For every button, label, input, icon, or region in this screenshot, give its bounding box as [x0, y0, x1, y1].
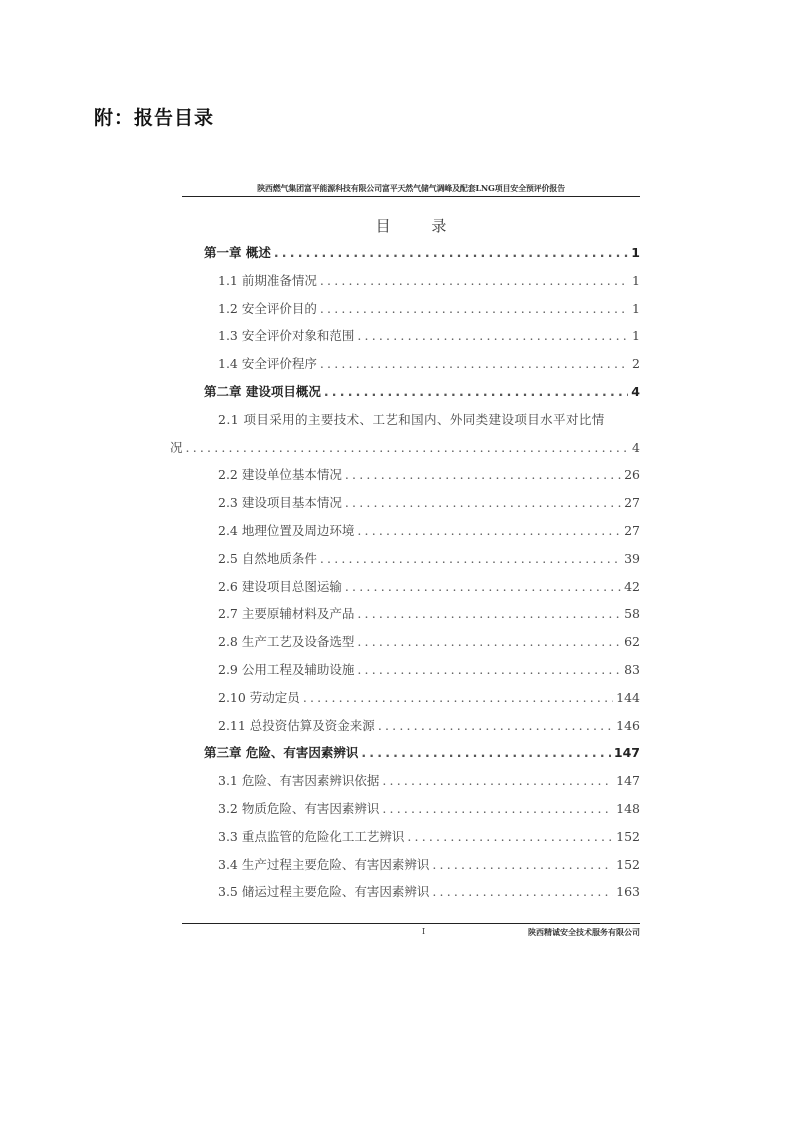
dot-leader [432, 884, 613, 899]
toc-page-number: 58 [624, 606, 640, 622]
toc-entry-label: 2.11 总投资估算及资金来源 [218, 717, 375, 733]
dot-leader [324, 384, 628, 399]
toc-entry[interactable] [218, 493, 640, 513]
toc-entry[interactable] [218, 326, 640, 346]
dot-leader [357, 606, 621, 621]
header-divider [182, 196, 640, 197]
toc-entry[interactable] [218, 549, 640, 569]
dot-leader [407, 829, 613, 844]
toc-entry-label: 第二章 建设项目概况 [204, 384, 321, 399]
footer-company: 陕西精诚安全技术服务有限公司 [528, 927, 640, 937]
dot-leader [357, 634, 621, 649]
dot-leader [382, 773, 613, 788]
toc-page-number: 163 [616, 884, 640, 900]
toc-entry-label: 3.3 重点监管的危险化工工艺辨识 [218, 828, 405, 844]
toc-entry-label: 3.4 生产过程主要危险、有害因素辨识 [218, 856, 430, 872]
dot-leader [361, 745, 611, 760]
toc-entry-label: 2.10 劳动定员 [218, 689, 300, 705]
toc-chapter-entry[interactable] [204, 743, 640, 763]
toc-entry[interactable] [218, 577, 640, 597]
dot-leader [345, 467, 621, 482]
dot-leader [320, 356, 629, 371]
toc-entry[interactable] [218, 632, 640, 652]
toc-entry-label[interactable]: 2.1 项目采用的主要技术、工艺和国内、外同类建设项目水平对比情 [218, 411, 605, 427]
toc-page-number: 147 [613, 745, 640, 761]
toc-page-number: 147 [616, 773, 640, 789]
toc-entry-label: 2.8 生产工艺及设备选型 [218, 634, 355, 650]
toc-entry-label: 2.2 建设单位基本情况 [218, 467, 342, 483]
toc-page-number: 146 [616, 717, 640, 733]
toc-entry[interactable] [218, 299, 640, 319]
toc-page-number: 4 [632, 439, 640, 455]
toc-entry[interactable] [218, 855, 640, 875]
footer-page-number: I [422, 927, 426, 936]
toc-entry-label: 1.1 前期准备情况 [218, 272, 317, 288]
toc-entry-label: 2.4 地理位置及周边环境 [218, 523, 355, 538]
toc-page-number: 152 [616, 828, 640, 844]
toc-entry-label: 第一章 概述 [204, 245, 271, 260]
toc-entry-label: 2.5 自然地质条件 [218, 550, 317, 566]
toc-entry[interactable] [218, 771, 640, 791]
toc-chapter-entry[interactable] [204, 382, 640, 402]
toc-page-number: 1 [631, 245, 640, 260]
toc-entry-label: 1.2 安全评价目的 [218, 300, 317, 316]
toc-page-number: 62 [624, 634, 640, 650]
running-header: 陕西燃气集团富平能源科技有限公司富平天然气储气调峰及配套LNG项目安全预评价报告 [257, 183, 565, 193]
toc-page-number: 27 [624, 523, 640, 538]
dot-leader [357, 662, 621, 677]
toc-page-number: 144 [616, 689, 640, 705]
toc-entry[interactable] [218, 716, 640, 736]
toc-entry-label: 第三章 危险、有害因素辨识 [204, 745, 359, 761]
dot-leader [345, 579, 621, 594]
toc-entry-label: 1.4 安全评价程序 [218, 356, 317, 372]
dot-leader [320, 273, 629, 288]
toc-entry-label: 3.2 物质危险、有害因素辨识 [218, 801, 380, 816]
dot-leader [345, 495, 621, 510]
toc-page-number: 27 [624, 495, 640, 511]
toc-page-number: 26 [624, 467, 640, 483]
footer-divider [182, 923, 640, 924]
toc-entry[interactable] [218, 827, 640, 847]
toc-chapter-entry[interactable] [204, 243, 640, 263]
toc-entry[interactable] [218, 799, 640, 819]
dot-leader [186, 440, 630, 455]
toc-entry-label: 2.3 建设项目基本情况 [218, 495, 342, 511]
dot-leader [274, 245, 628, 260]
toc-entry[interactable] [218, 271, 640, 291]
dot-leader [303, 690, 613, 705]
toc-page-number: 4 [631, 384, 640, 399]
toc-page-number: 152 [616, 856, 640, 872]
dot-leader [432, 857, 613, 872]
toc-entry[interactable] [218, 688, 640, 708]
appendix-title: 附：报告目录 [94, 107, 215, 129]
toc-entry[interactable] [218, 354, 640, 374]
dot-leader [320, 301, 629, 316]
toc-entry[interactable] [218, 465, 640, 485]
toc-page-number: 1 [632, 272, 640, 288]
toc-entry-label: 2.7 主要原辅材料及产品 [218, 606, 355, 622]
toc-page-number: 83 [624, 662, 640, 677]
toc-entry-label: 1.3 安全评价对象和范围 [218, 328, 355, 344]
dot-leader [320, 551, 621, 566]
dot-leader [378, 718, 613, 733]
toc-entry[interactable] [218, 882, 640, 902]
toc-title: 目 录 [375, 217, 465, 235]
dot-leader [382, 801, 613, 816]
toc-entry-label: 3.1 危险、有害因素辨识依据 [218, 773, 380, 789]
toc-entry-label: 2.6 建设项目总图运输 [218, 578, 342, 594]
toc-entry[interactable] [170, 438, 640, 458]
toc-page-number: 1 [632, 328, 640, 344]
toc-page-number: 2 [632, 356, 640, 372]
toc-page-number: 39 [624, 550, 640, 566]
toc-entry[interactable] [218, 660, 640, 680]
toc-page-number: 1 [632, 300, 640, 316]
toc-page-number: 42 [624, 578, 640, 594]
toc-entry-label: 2.9 公用工程及辅助设施 [218, 662, 355, 677]
toc-entry-label-continued: 况 [170, 439, 183, 455]
toc-entry[interactable] [218, 604, 640, 624]
toc-page-number: 148 [616, 801, 640, 816]
document-page [170, 160, 640, 950]
toc-entry[interactable] [218, 521, 640, 541]
dot-leader [357, 523, 621, 538]
dot-leader [357, 328, 629, 343]
toc-entry-label: 3.5 储运过程主要危险、有害因素辨识 [218, 884, 430, 900]
